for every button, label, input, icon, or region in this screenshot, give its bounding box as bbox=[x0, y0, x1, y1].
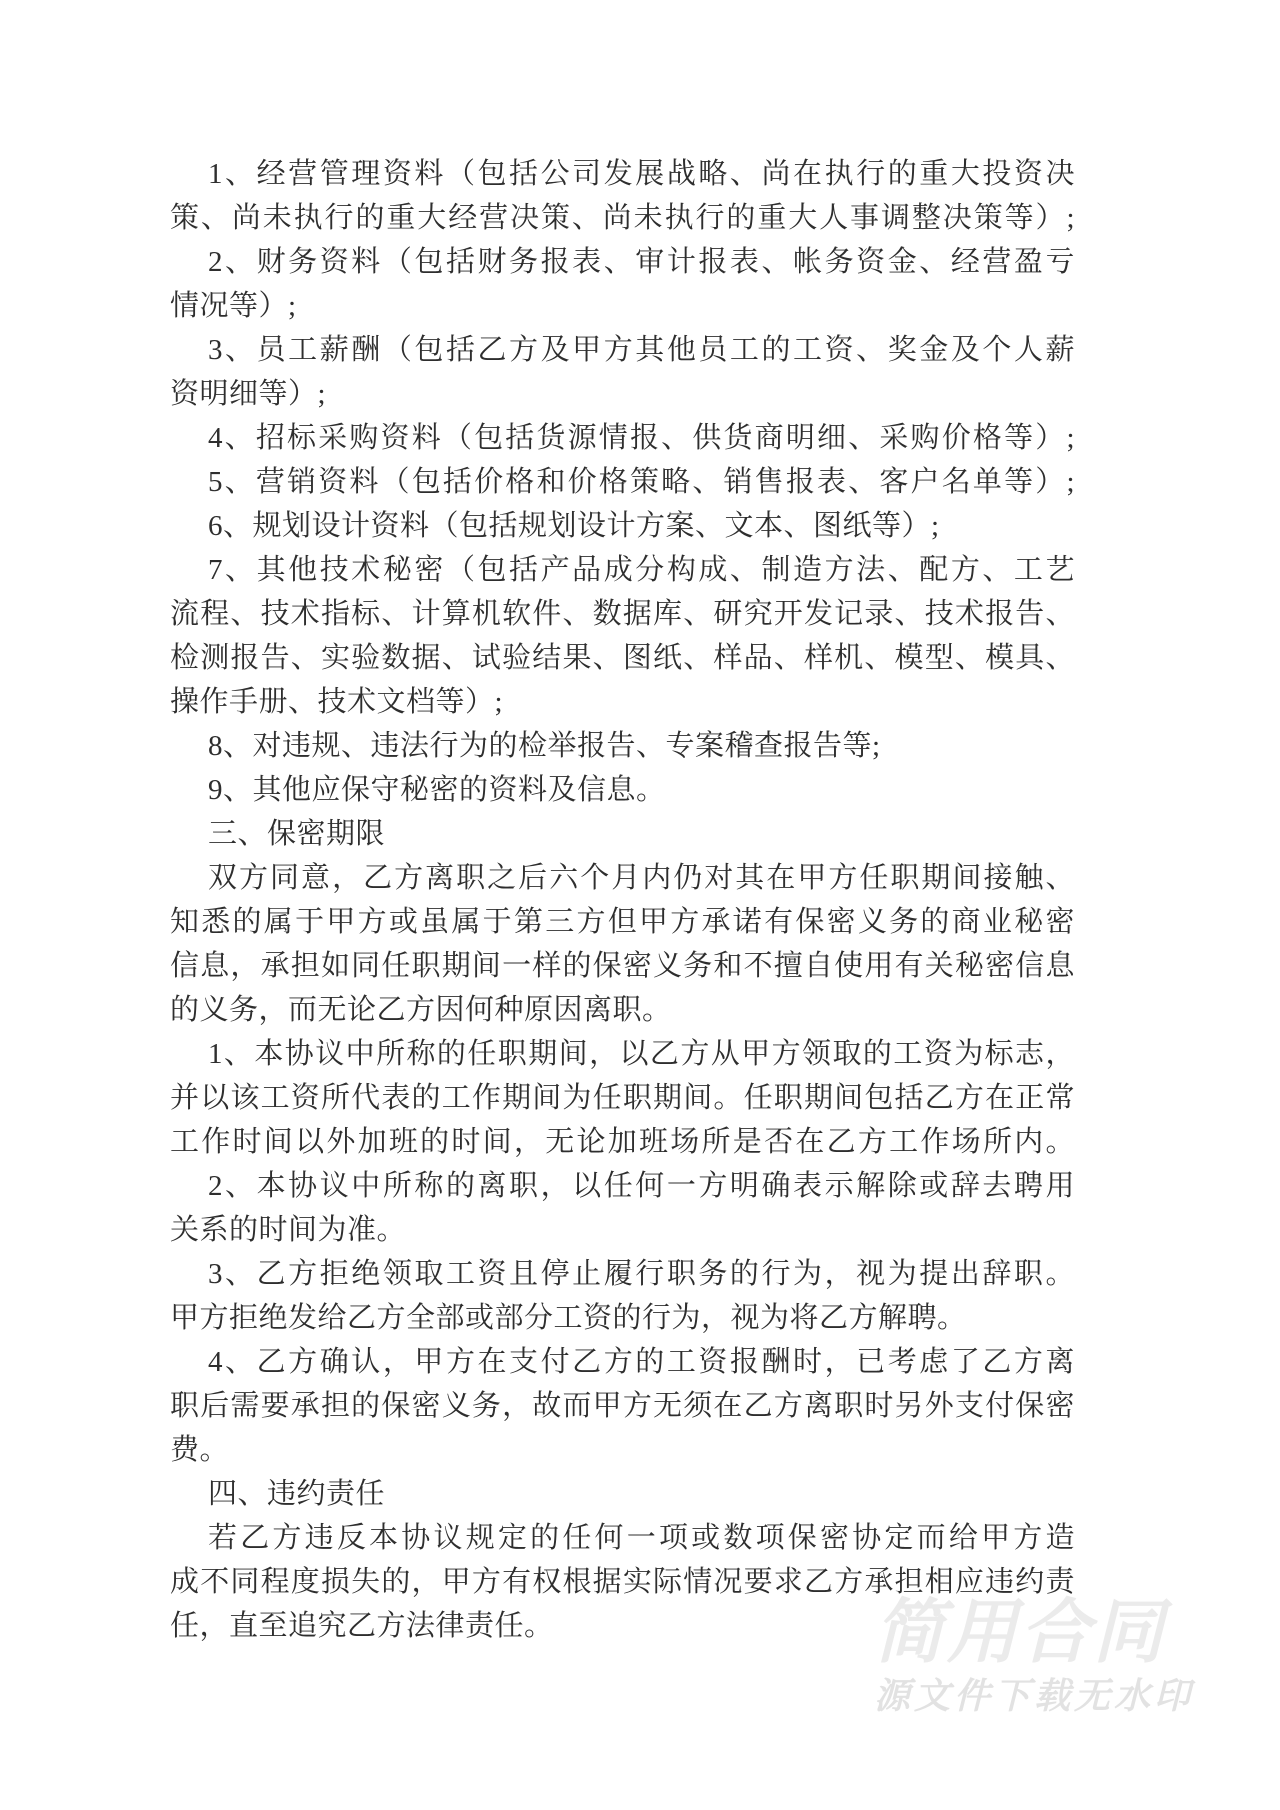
text-line: 并以该工资所代表的工作期间为任职期间。任职期间包括乙方在正常 bbox=[170, 1082, 1075, 1114]
text-line: 2、本协议中所称的离职，以任何一方明确表示解除或辞去聘用 bbox=[208, 1170, 1075, 1202]
text-line: 1、经营管理资料（包括公司发展战略、尚在执行的重大投资决 bbox=[208, 158, 1075, 190]
text-line: 检测报告、实验数据、试验结果、图纸、样品、样机、模型、模具、 bbox=[170, 642, 1075, 674]
text-line: 甲方拒绝发给乙方全部或部分工资的行为，视为将乙方解聘。 bbox=[170, 1302, 967, 1334]
text-line: 费。 bbox=[170, 1434, 230, 1466]
text-line: 三、保密期限 bbox=[208, 818, 386, 850]
text-line: 操作手册、技术文档等）; bbox=[170, 686, 504, 718]
text-line: 3、员工薪酬（包括乙方及甲方其他员工的工资、奖金及个人薪 bbox=[208, 334, 1075, 366]
text-line: 职后需要承担的保密义务，故而甲方无须在乙方离职时另外支付保密 bbox=[170, 1390, 1075, 1422]
text-line: 情况等）; bbox=[170, 290, 297, 322]
text-line: 1、本协议中所称的任职期间，以乙方从甲方领取的工资为标志， bbox=[208, 1038, 1075, 1070]
text-line: 策、尚未执行的重大经营决策、尚未执行的重大人事调整决策等）; bbox=[170, 202, 1075, 234]
text-line: 4、乙方确认，甲方在支付乙方的工资报酬时，已考虑了乙方离 bbox=[208, 1346, 1075, 1378]
text-line: 5、营销资料（包括价格和价格策略、销售报表、客户名单等）; bbox=[208, 466, 1075, 498]
text-line: 信息，承担如同任职期间一样的保密义务和不擅自使用有关秘密信息 bbox=[170, 950, 1075, 982]
text-line: 资明细等）; bbox=[170, 378, 327, 410]
text-line: 7、其他技术秘密（包括产品成分构成、制造方法、配方、工艺 bbox=[208, 554, 1075, 586]
document-body bbox=[170, 152, 1075, 1648]
text-line: 4、招标采购资料（包括货源情报、供货商明细、采购价格等）; bbox=[208, 422, 1075, 454]
text-line: 流程、技术指标、计算机软件、数据库、研究开发记录、技术报告、 bbox=[170, 598, 1075, 630]
text-line: 任，直至追究乙方法律责任。 bbox=[170, 1610, 554, 1642]
text-line: 双方同意，乙方离职之后六个月内仍对其在甲方任职期间接触、 bbox=[208, 862, 1075, 894]
watermark-tagline-text: 源文件下载无水印 bbox=[874, 1675, 1195, 1716]
text-line: 四、违约责任 bbox=[208, 1478, 386, 1510]
watermark-logo-text: 简用合同 bbox=[874, 1593, 1166, 1671]
text-line: 的义务，而无论乙方因何种原因离职。 bbox=[170, 994, 672, 1026]
text-line: 若乙方违反本协议规定的任何一项或数项保密协定而给甲方造 bbox=[208, 1522, 1075, 1554]
text-line: 6、规划设计资料（包括规划设计方案、文本、图纸等）; bbox=[208, 510, 940, 542]
text-line: 9、其他应保守秘密的资料及信息。 bbox=[208, 774, 666, 806]
text-line: 知悉的属于甲方或虽属于第三方但甲方承诺有保密义务的商业秘密 bbox=[170, 906, 1075, 938]
text-line: 关系的时间为准。 bbox=[170, 1214, 407, 1246]
text-line: 2、财务资料（包括财务报表、审计报表、帐务资金、经营盈亏 bbox=[208, 246, 1075, 278]
text-line: 成不同程度损失的，甲方有权根据实际情况要求乙方承担相应违约责 bbox=[170, 1566, 1075, 1598]
text-line: 8、对违规、违法行为的检举报告、专案稽查报告等; bbox=[208, 730, 881, 762]
text-line: 3、乙方拒绝领取工资且停止履行职务的行为，视为提出辞职。 bbox=[208, 1258, 1075, 1290]
text-line: 工作时间以外加班的时间，无论加班场所是否在乙方工作场所内。 bbox=[170, 1126, 1075, 1158]
